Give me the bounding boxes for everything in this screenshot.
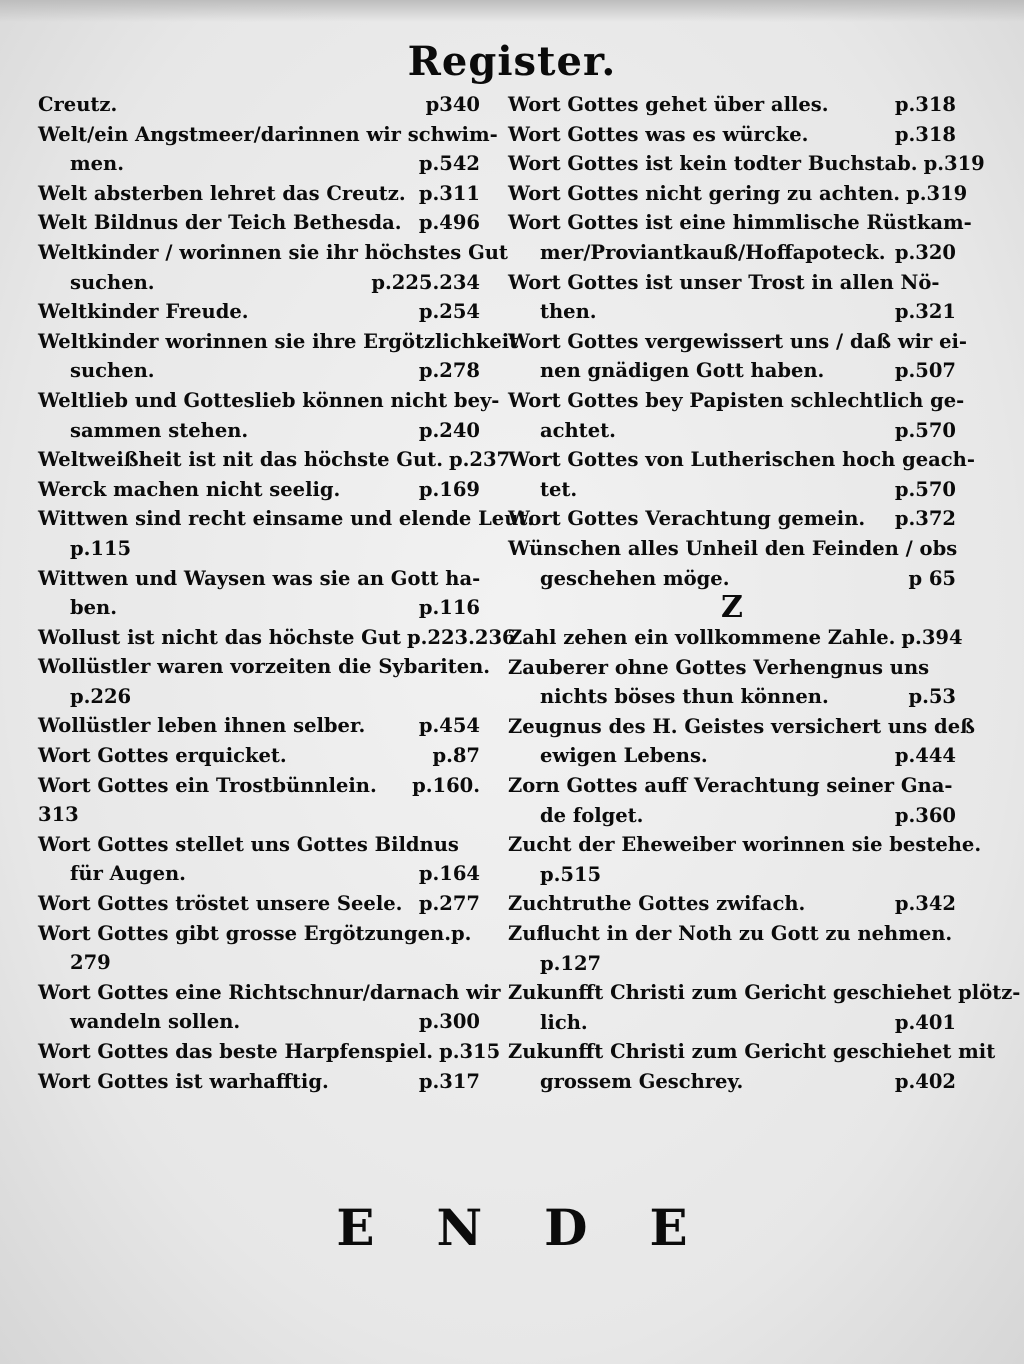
entry-text: Wort Gottes nicht gering zu achten. <box>508 181 901 205</box>
entry-text: Wittwen sind recht einsame und elende Leut. <box>38 507 535 531</box>
entry-text: Zukunfft Christi zum Gericht geschiehet mit <box>508 1040 996 1064</box>
entry-page-ref: p.237 <box>448 448 511 472</box>
index-entry <box>508 830 982 889</box>
entry-page-ref: p.342 <box>894 892 956 916</box>
entry-line <box>508 1067 956 1097</box>
entry-text: p.115 <box>70 536 132 560</box>
entry-line <box>38 416 480 446</box>
entry-page-ref: p.315 <box>439 1040 501 1063</box>
index-entry <box>508 208 972 267</box>
entry-line <box>38 90 480 120</box>
entry-text: Wort Gottes ist warhafftig. <box>38 1069 329 1093</box>
entry-text: Weltkinder / worinnen sie ihr höchstes Gut <box>38 240 508 264</box>
entry-line <box>38 386 500 416</box>
entry-line <box>508 534 956 564</box>
entry-text: 279 <box>70 951 111 975</box>
index-entry <box>38 475 480 505</box>
index-entry <box>38 978 501 1037</box>
entry-line <box>38 978 501 1008</box>
entry-text: Zucht der Eheweiber worinnen sie bestehe. <box>508 833 982 857</box>
entry-line <box>38 889 480 919</box>
entry-text: de folget. <box>540 803 644 827</box>
entry-page-ref: p.319 <box>923 152 985 176</box>
index-entry <box>38 741 480 771</box>
entry-text: für Augen. <box>70 862 186 886</box>
right-top-entries <box>508 90 985 593</box>
entry-text: tet. <box>540 477 578 501</box>
entry-text: Zuchtruthe Gottes zwifach. <box>508 892 806 916</box>
entry-page-ref: p.360 <box>894 803 956 827</box>
entry-page-ref: p.570 <box>894 477 956 501</box>
entry-page-ref: p.444 <box>894 744 956 768</box>
entry-text: Wort Gottes was es würcke. <box>508 122 809 146</box>
entry-text: wandeln sollen. <box>70 1010 241 1034</box>
entry-text: Wort Gottes von Lutherischen hoch geach- <box>508 448 975 472</box>
entry-line <box>508 386 965 416</box>
index-entry <box>38 830 480 889</box>
index-entry <box>38 800 480 830</box>
entry-line <box>38 593 480 623</box>
entry-line <box>38 1067 480 1097</box>
entry-page-ref: p.169 <box>418 477 480 501</box>
index-entry <box>508 268 956 327</box>
entry-text: Wort Gottes Verachtung gemein. <box>508 507 866 531</box>
entry-text: Wollust ist nicht das höchste Gut <box>38 625 401 649</box>
entry-text: p.226 <box>70 684 132 708</box>
entry-text: Wort Gottes bey Papisten schlechtlich ge- <box>508 388 965 412</box>
entry-line <box>508 297 956 327</box>
entry-page-ref: p.223.236 <box>407 625 516 649</box>
entry-text: then. <box>540 300 597 324</box>
entry-text: men. <box>70 152 125 176</box>
entry-page-ref: p.87 <box>432 744 480 768</box>
entry-text: Weltlieb und Gotteslieb können nicht bey- <box>38 388 500 412</box>
entry-line <box>508 1037 996 1067</box>
entry-line <box>38 120 498 150</box>
index-entry <box>508 179 968 209</box>
entry-line <box>508 830 982 860</box>
ende-letter: N <box>436 1198 483 1257</box>
entry-line <box>38 1037 501 1067</box>
entry-page-ref: p.321 <box>894 300 956 324</box>
index-entry <box>508 504 956 534</box>
entry-page-ref: p.116 <box>418 596 480 620</box>
index-entry <box>38 386 500 445</box>
entry-line <box>508 860 956 890</box>
entry-text: achtet. <box>540 418 616 442</box>
left-column <box>38 90 535 1096</box>
entry-text: 313 <box>38 803 79 827</box>
entry-line <box>38 238 508 268</box>
entry-text: grossem Geschrey. <box>540 1070 744 1093</box>
entry-text: Creutz. <box>38 93 118 116</box>
ende-letter: E <box>649 1198 688 1257</box>
entry-line <box>38 179 480 209</box>
index-entry <box>508 327 967 386</box>
index-entry <box>508 712 975 771</box>
entry-text: suchen. <box>70 270 155 294</box>
index-entry <box>38 179 480 209</box>
entry-line <box>508 741 956 771</box>
entry-page-ref: p.160. <box>412 773 480 797</box>
entry-line <box>38 475 480 505</box>
entry-line <box>38 919 480 949</box>
entry-page-ref: p.318 <box>894 122 956 146</box>
index-entry <box>38 327 519 386</box>
index-entry <box>508 978 1021 1037</box>
entry-line <box>38 800 480 830</box>
entry-line <box>38 771 480 801</box>
entry-text: Zeugnus des H. Geistes versichert uns deß <box>508 714 975 738</box>
ende-letter: D <box>544 1198 588 1257</box>
index-entry <box>508 149 985 179</box>
index-entry <box>38 1037 501 1067</box>
entry-text: Wort Gottes eine Richtschnur/darnach wir <box>38 980 501 1004</box>
entry-text: Wünschen alles Unheil den Feinden / obs <box>508 536 958 560</box>
index-entry <box>508 653 956 712</box>
entry-line <box>508 268 956 298</box>
entry-line <box>508 327 967 357</box>
entry-line <box>38 504 535 534</box>
index-entry <box>38 445 511 475</box>
entry-text: Wort Gottes stellet uns Gottes Bildnus <box>38 832 459 856</box>
entry-line <box>508 978 1021 1008</box>
entry-line <box>38 830 480 860</box>
entry-text: Zuflucht in der Noth zu Gott zu nehmen. <box>508 922 953 946</box>
entry-page-ref: p.319 <box>906 181 968 205</box>
entry-page-ref: p.401 <box>894 1010 956 1034</box>
index-entry <box>38 90 480 120</box>
entry-line <box>508 90 956 120</box>
entry-page-ref: p.570 <box>894 418 956 442</box>
entry-line <box>508 1008 956 1038</box>
entry-text: suchen. <box>70 359 155 383</box>
entry-line <box>508 801 956 831</box>
entry-text: Wort Gottes tröstet unsere Seele. <box>38 892 403 916</box>
index-entry <box>508 771 956 830</box>
entry-line <box>38 268 480 298</box>
entry-text: Zukunfft Christi zum Gericht geschiehet plötz- <box>508 981 1021 1005</box>
entry-page-ref: p.320 <box>894 240 956 264</box>
entry-line <box>508 771 956 801</box>
ende-line <box>0 1198 1024 1257</box>
entry-line <box>38 623 516 653</box>
entry-line <box>508 712 975 742</box>
index-entry <box>38 771 480 801</box>
index-entry <box>508 386 965 445</box>
index-entry <box>508 120 956 150</box>
entry-text: Wort Gottes erquicket. <box>38 744 287 768</box>
entry-page-ref: p.542 <box>418 152 480 176</box>
entry-text: nichts böses thun können. <box>540 685 829 709</box>
entry-text: Welt/ein Angstmeer/darinnen wir schwim- <box>38 122 498 146</box>
index-entry <box>508 623 963 653</box>
entry-line <box>508 120 956 150</box>
index-entry <box>38 564 480 623</box>
entry-line <box>38 741 480 771</box>
index-entry <box>38 623 516 653</box>
index-entry <box>38 1067 480 1097</box>
entry-line <box>38 948 480 978</box>
entry-text: Weltkinder worinnen sie ihre Ergötzlichkeit <box>38 329 519 353</box>
entry-text: Wort Gottes ist unser Trost in allen Nö- <box>508 270 940 294</box>
entry-page-ref: p.277 <box>418 892 480 916</box>
entry-line <box>508 475 956 505</box>
section-letter-z: Z <box>721 590 743 626</box>
entry-line <box>508 504 956 534</box>
entry-line <box>508 416 956 446</box>
entry-page-ref: p.317 <box>418 1069 480 1093</box>
entry-text: ben. <box>70 596 118 620</box>
entry-text: Werck machen nicht seelig. <box>38 477 341 501</box>
entry-page-ref: p.394 <box>901 626 963 650</box>
entry-page-ref: p.454 <box>418 714 480 738</box>
entry-line <box>508 949 956 979</box>
entry-text: Wort Gottes ist eine himmlische Rüstkam- <box>508 211 972 235</box>
entry-text: Wort Gottes gehet über alles. <box>508 93 829 116</box>
entry-text: Welt absterben lehret das Creutz. <box>38 181 406 205</box>
index-entry <box>508 889 956 919</box>
entry-text: Zahl zehen ein vollkommene Zahle. <box>508 626 896 650</box>
entry-line <box>38 564 480 594</box>
entry-line <box>508 356 956 386</box>
index-entry <box>508 90 956 120</box>
entry-text: Wort Gottes das beste Harpfenspiel. <box>38 1040 434 1063</box>
entry-text: Wollüstler leben ihnen selber. <box>38 714 366 738</box>
entry-page-ref: p.278 <box>418 359 480 383</box>
index-entry <box>38 652 491 711</box>
index-entry <box>38 711 480 741</box>
entry-text: lich. <box>540 1010 588 1034</box>
entry-text: Wort Gottes gibt grosse Ergötzungen.p. <box>38 921 472 945</box>
entry-page-ref: p.53 <box>908 685 956 709</box>
entry-line <box>38 652 491 682</box>
index-entry <box>508 534 956 593</box>
entry-line <box>508 238 956 268</box>
right-column <box>508 90 1021 1097</box>
entry-line <box>508 889 956 919</box>
page-title: Register. <box>407 38 617 85</box>
entry-page-ref: p.254 <box>418 300 480 324</box>
page-edge <box>0 0 1024 22</box>
entry-text: Weltweißheit ist nit das höchste Gut. <box>38 448 443 472</box>
entry-line <box>38 327 519 357</box>
right-bottom-entries <box>508 623 1021 1097</box>
entry-page-ref: p.496 <box>418 211 480 235</box>
entry-page-ref: p.318 <box>894 93 956 116</box>
index-entry <box>508 919 956 978</box>
entry-line <box>38 682 480 712</box>
entry-line <box>508 919 956 949</box>
entry-text: Wort Gottes ein Trostbünnlein. <box>38 773 377 797</box>
entry-text: p.127 <box>540 951 602 975</box>
entry-line <box>508 653 956 683</box>
entry-line <box>508 682 956 712</box>
entry-text: mer/Proviantkauß/Hoffapoteck. <box>540 240 886 264</box>
entry-text: ewigen Lebens. <box>540 744 708 768</box>
entry-text: Zauberer ohne Gottes Verhengnus uns <box>508 655 930 679</box>
entry-line <box>38 445 511 475</box>
entry-text: nen gnädigen Gott haben. <box>540 359 825 383</box>
entry-line <box>38 356 480 386</box>
ende-letter: E <box>336 1198 375 1257</box>
entry-line <box>38 149 480 179</box>
entry-page-ref: p 65 <box>908 566 956 590</box>
index-entry <box>38 208 480 238</box>
index-entry <box>38 889 480 919</box>
entry-text: p.515 <box>540 862 602 886</box>
entry-page-ref: p.164 <box>418 862 480 886</box>
index-entry <box>38 120 498 179</box>
entry-page-ref: p.311 <box>418 181 480 205</box>
entry-text: sammen stehen. <box>70 418 249 442</box>
entry-text: Wort Gottes ist kein todter Buchstab. <box>508 152 918 176</box>
entry-line <box>38 711 480 741</box>
entry-line <box>38 859 480 889</box>
entry-page-ref: p.402 <box>894 1070 956 1093</box>
entry-text: Wort Gottes vergewissert uns / daß wir ei- <box>508 329 967 353</box>
entry-line <box>508 208 972 238</box>
entry-text: Zorn Gottes auff Verachtung seiner Gna- <box>508 774 953 798</box>
index-entry <box>38 504 535 563</box>
entry-line <box>38 534 480 564</box>
entry-page-ref: p.240 <box>418 418 480 442</box>
entry-page-ref: p340 <box>425 93 480 116</box>
entry-line <box>38 1007 480 1037</box>
entry-text: Welt Bildnus der Teich Bethesda. <box>38 211 402 235</box>
entry-page-ref: p.300 <box>418 1010 480 1034</box>
index-entry <box>38 238 508 297</box>
entry-line <box>508 445 975 475</box>
entry-page-ref: p.507 <box>894 359 956 383</box>
entry-line <box>508 564 956 594</box>
entry-line <box>508 149 985 179</box>
index-entry <box>38 919 480 978</box>
entry-page-ref: p.372 <box>894 507 956 531</box>
entry-text: Wollüstler waren vorzeiten die Sybariten. <box>38 655 491 679</box>
entry-text: Weltkinder Freude. <box>38 300 249 324</box>
entry-line <box>38 208 480 238</box>
index-entry <box>508 445 975 504</box>
entry-line <box>508 623 963 653</box>
index-entry <box>508 1037 996 1096</box>
entry-page-ref: p.225.234 <box>371 270 480 294</box>
entry-text: Wittwen und Waysen was sie an Gott ha- <box>38 566 481 590</box>
entry-line <box>38 297 480 327</box>
entry-line <box>508 179 968 209</box>
entry-text: geschehen möge. <box>540 566 730 590</box>
index-entry <box>38 297 480 327</box>
